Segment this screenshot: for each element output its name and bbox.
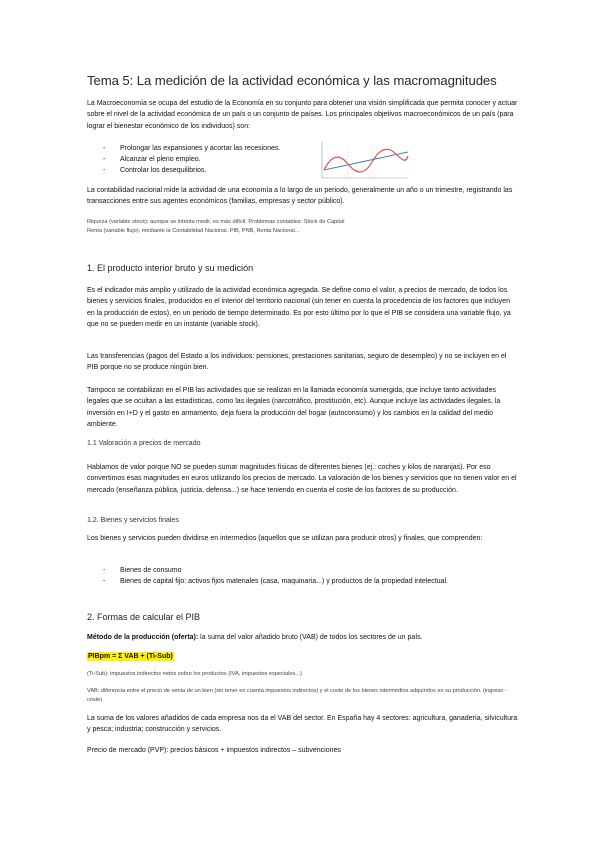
section-2-heading: 2. Formas de calcular el PIB <box>87 612 201 622</box>
intro-paragraph: La Macroeconomía se ocupa del estudio de la Economía en su conjunto para obtener una visión simplificada que permita conocer y actuar sobre el nivel de la actividad económica de un país o un conjunto de países. Los principales objetivos macroeconómicos de un país (para lograr el bienestar económico de los individuos) son: <box>87 100 518 130</box>
note-ti-sub: (Ti-Sub): impuestos indirectos netos sobre los productos (IVA, impuestos especiales...) <box>87 671 302 677</box>
section-1-heading: 1. El producto interior bruto y su medición <box>87 263 254 273</box>
list-item: - Bienes de consumo <box>87 565 519 576</box>
note-riqueza: Riqueza (variable stock): aunque se intenta medir, es más difícil. Problemas contables: Stock de Capital <box>87 219 345 225</box>
metodo-label: Método de la producción (oferta): <box>87 634 199 641</box>
pib-formula: PIBpm = Σ VAB + (Ti-Sub) <box>88 653 173 660</box>
section-1-paragraph-1: Es el indicador más amplio y utilizado de la actividad económica agregada. Se define como el valor, a precios de mercado, de todos los bienes y servicios finales, producidos en el interior del territorio nacional (sin tener en cuenta la procedencia de los factores que incluyen en la producción de estos), en un periodo de tiempo determinado. Es por esto último por lo que el PIB se considera una variable flujo, ya que no se pueden medir en un instante (variable stock). <box>87 287 511 329</box>
subsection-1-2-paragraph: Los bienes y servicios pueden dividirse en intermedios (aquellos que se utilizan para producir otros) y finales, que comprenden: <box>87 535 483 542</box>
finales-list <box>87 565 519 587</box>
section-1-paragraph-2: Las transferencias (pagos del Estado a los individuos: pensiones, prestaciones sanitarias, seguro de desempleo) y no se incluyen en el PIB porque no se produce ningún bien. <box>87 353 507 372</box>
subsection-1-1-heading: 1.1 Valoración a precios de mercado <box>87 440 201 447</box>
metodo-produccion-paragraph <box>87 632 519 643</box>
contabilidad-paragraph: La contabilidad nacional mide la actividad de una economía a lo largo de un periodo, generalmente un año o un trimestre, registrando las transacciones entre sus agentes económicos (familias, empresas y sector público). <box>87 187 513 206</box>
metodo-text: la suma del valor añadido bruto (VAB) de todos los sectores de un país. <box>198 634 423 641</box>
business-cycle-wave-icon <box>318 140 412 182</box>
list-item: - Bienes de capital fijo: activos fijos materiales (casa, maquinaria...) y productos de la propiedad intelectual. <box>87 576 519 587</box>
note-vab: VAB: diferencia entre el precio de venta de un bien (sin tener en cuenta impuestos indirectos) y el coste de los bienes intermedios adquiridos en su producción. (ingreso - coste) <box>87 688 507 704</box>
note-renta: Renta (variable flujo): mediante la Contabilidad Nacional. PIB, PNB, Renta Nacional... <box>87 228 300 234</box>
objectives-list <box>87 143 317 177</box>
list-item: - Controlar los desequilibrios. <box>87 165 317 176</box>
list-item: - Prolongar las expansiones y acortar las recesiones. <box>87 143 317 154</box>
precio-mercado-paragraph: Precio de mercado (PVP): precios básicos + impuestos indirectos – subvenciones <box>87 747 341 754</box>
section-1-paragraph-3: Tampoco se contabilizan en el PIB las actividades que se realizan en la llamada economía sumergida, que incluye tanto actividades legales que se ocultan a las estadísticas, como las ilegales (narcotráfico, prostitución, etc). Aunque incluye las actividades ilegales, la inversión en I+D y el gasto en armamento, deja fuera la producción del hogar (autoconsumo) y los cambios en la calidad del medio ambiente. <box>87 387 501 429</box>
formula-line <box>87 651 519 662</box>
subsection-1-2-heading: 1.2. Bienes y servicios finales <box>87 517 179 524</box>
page-title: Tema 5: La medición de la actividad económica y las macromagnitudes <box>87 73 497 88</box>
list-item: - Alcanzar el pleno empleo. <box>87 154 317 165</box>
suma-vab-paragraph: La suma de los valores añadidos de cada empresa nos da el VAB del sector. En España hay 4 sectores: agricultura, ganadería, silvicultura y pesca; industria; construcción y servicios. <box>87 715 518 734</box>
subsection-1-1-paragraph: Hablamos de valor porque NO se pueden sumar magnitudes físicas de diferentes bienes (ej.: coches y kilos de naranjas). Por eso convertimos esas magnitudes en euros utilizando los precios de mercado. La valoración de los bienes y servicios que no tienen valor en el mercado (enseñanza pública, justicia, defensa...) se hace teniendo en cuenta el coste de los factores de su producción. <box>87 464 517 494</box>
trend-line <box>324 152 408 170</box>
